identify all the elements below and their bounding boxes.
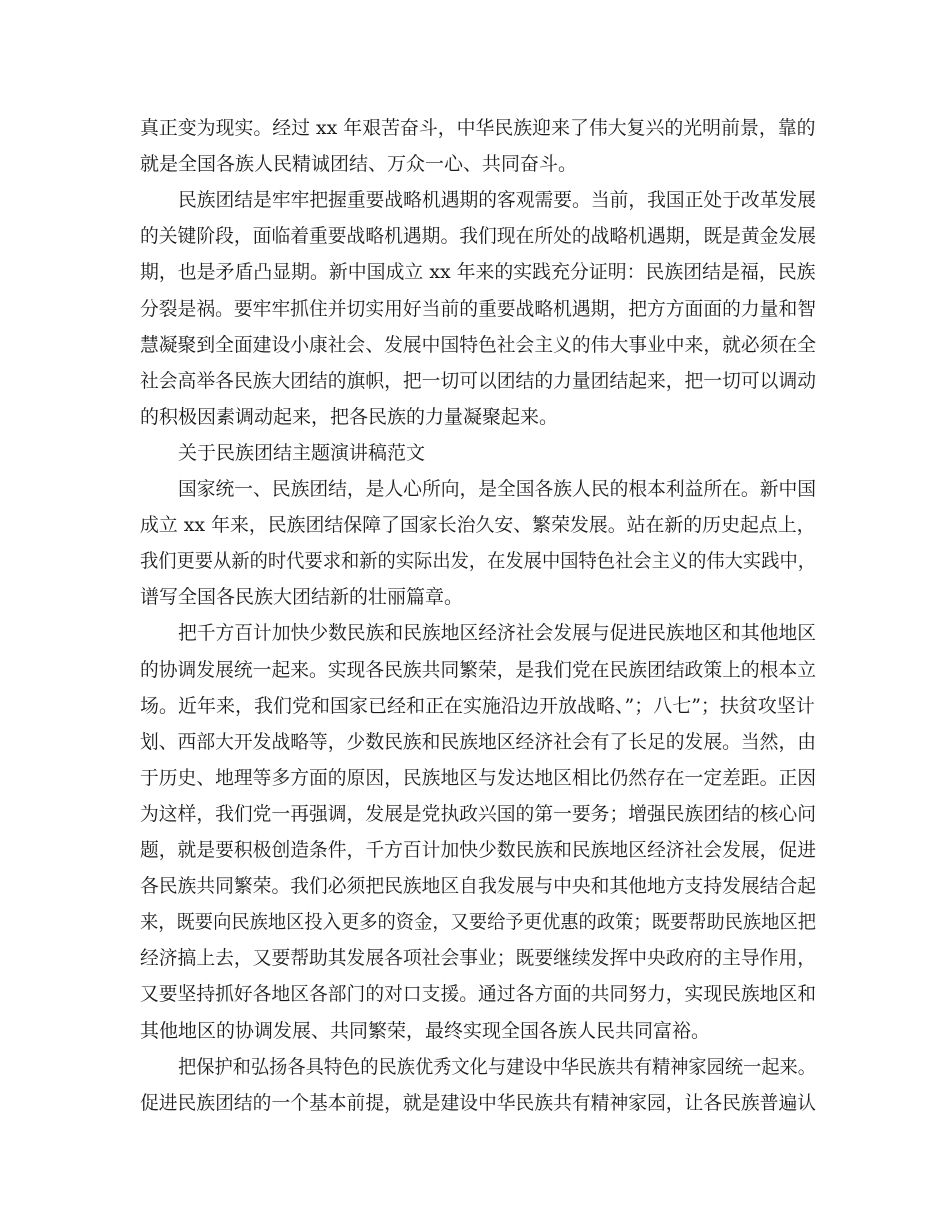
text-line: 其他地区的协调发展、共同繁荣，最终实现全国各族人民共同富裕。 — [140, 1019, 711, 1042]
text-line: 各民族共同繁荣。我们必须把民族地区自我发展与中央和其他地方支持发展结合起 — [140, 875, 817, 898]
text-line: 就是全国各族人民精诚团结、万众一心、共同奋斗。 — [140, 153, 578, 176]
text-line: 为这样，我们党一再强调，发展是党执政兴国的第一要务；增强民族团结的核心问 — [140, 802, 817, 825]
text-line: 的协调发展统一起来。实现各民族共同繁荣，是我们党在民族团结政策上的根本立 — [140, 658, 817, 681]
text-line: 来，既要向民族地区投入更多的资金，又要给予更优惠的政策；既要帮助民族地区把 — [140, 911, 817, 934]
text-line: 谱写全国各民族大团结新的壮丽篇章。 — [140, 586, 464, 609]
text-line: 分裂是祸。要牢牢抓住并切实用好当前的重要战略机遇期，把方方面面的力量和智 — [140, 297, 817, 320]
text-line: 的关键阶段，面临着重要战略机遇期。我们现在所处的战略机遇期，既是黄金发展 — [140, 225, 817, 248]
text-line: 场。近年来，我们党和国家已经和正在实施沿边开放战略、”；八七”；扶贫攻坚计 — [140, 694, 815, 717]
text-line: 期，也是矛盾凸显期。新中国成立 xx 年来的实践充分证明：民族团结是福，民族 — [140, 261, 816, 284]
text-line: 经济搞上去，又要帮助其发展各项社会事业；既要继续发挥中央政府的主导作用， — [140, 947, 817, 970]
paragraph-first-line: 关于民族团结主题演讲稿范文 — [178, 441, 426, 464]
paragraph-first-line: 把保护和弘扬各具特色的民族优秀文化与建设中华民族共有精神家园统一起来。 — [178, 1055, 817, 1078]
text-line: 成立 xx 年来，民族团结保障了国家长治久安、繁荣发展。站在新的历史起点上， — [140, 514, 816, 537]
text-line: 促进民族团结的一个基本前提，就是建设中华民族共有精神家园，让各民族普遍认 — [140, 1091, 817, 1114]
paragraph-first-line: 把千方百计加快少数民族和民族地区经济社会发展与促进民族地区和其他地区 — [178, 622, 817, 645]
text-line: 社会高举各民族大团结的旗帜，把一切可以团结的力量团结起来，把一切可以调动 — [140, 369, 817, 392]
text-line: 于历史、地理等多方面的原因，民族地区与发达地区相比仍然存在一定差距。正因 — [140, 766, 817, 789]
text-line: 真正变为现实。经过 xx 年艰苦奋斗，中华民族迎来了伟大复兴的光明前景，靠的 — [140, 117, 816, 139]
text-line: 慧凝聚到全面建设小康社会、发展中国特色社会主义的伟大事业中来，就必须在全 — [140, 333, 817, 356]
paragraph-first-line: 国家统一、民族团结，是人心所向，是全国各族人民的根本利益所在。新中国 — [178, 478, 817, 500]
text-line: 划、西部大开发战略等，少数民族和民族地区经济社会有了长足的发展。当然，由 — [140, 730, 817, 753]
paragraph-first-line: 民族团结是牢牢把握重要战略机遇期的客观需要。当前，我国正处于改革发展 — [178, 189, 817, 212]
text-line: 又要坚持抓好各地区各部门的对口支援。通过各方面的共同努力，实现民族地区和 — [140, 983, 817, 1006]
text-line: 的积极因素调动起来，把各民族的力量凝聚起来。 — [140, 405, 559, 428]
text-line: 我们更要从新的时代要求和新的实际出发，在发展中国特色社会主义的伟大实践中， — [140, 550, 817, 573]
text-line: 题，就是要积极创造条件，千方百计加快少数民族和民族地区经济社会发展，促进 — [140, 839, 817, 861]
